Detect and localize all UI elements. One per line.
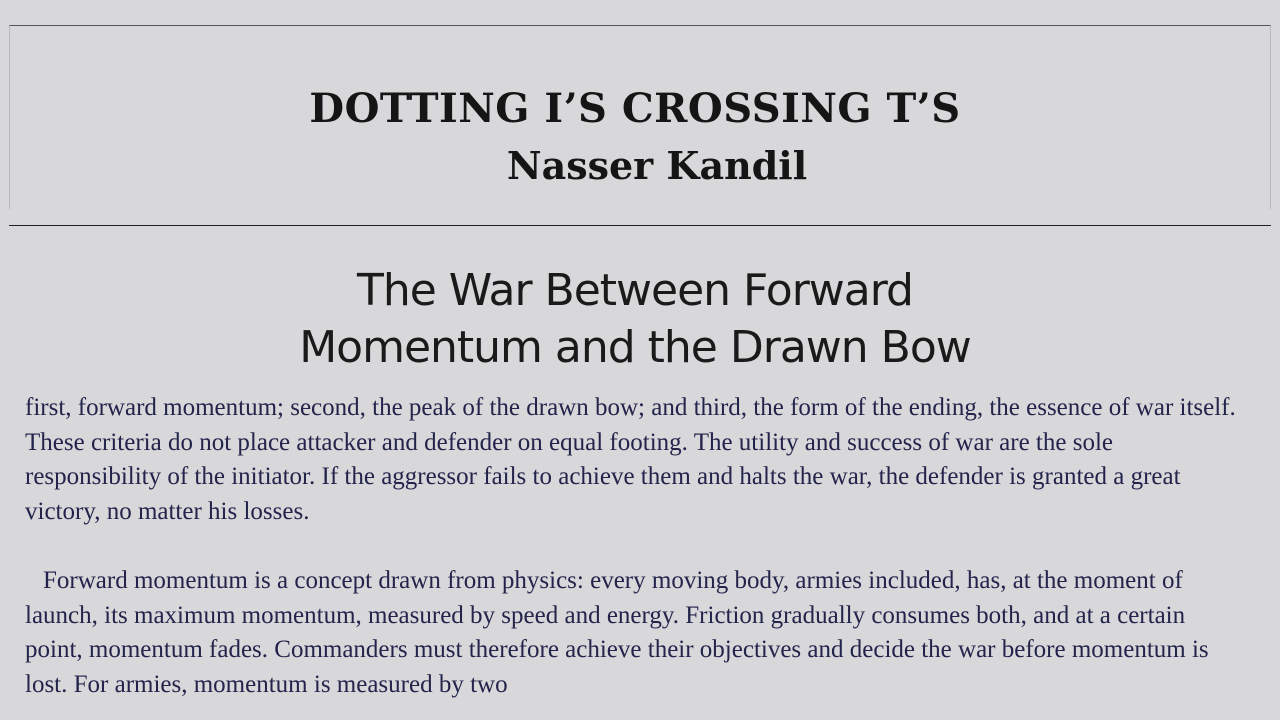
column-title: DOTTING I’S CROSSING T’S [309, 85, 961, 132]
author-name: Nasser Kandil [506, 143, 808, 188]
article-title-line-2: Momentum and the Drawn Bow [299, 322, 971, 373]
article-paragraph-1: first, forward momentum; second, the peak of the drawn bow; and third, the form of the ending, the essence of war itself. These criteria do not place attacker and defender on equal footing. The utility and success of war are the sole responsibility of the initiator. If the aggressor fails to achieve them and halts the war, the defender is granted a great victory, no matter his losses. [25, 394, 1236, 525]
article-title-line-1: The War Between Forward [356, 265, 913, 316]
masthead [9, 25, 1271, 209]
masthead-divider [9, 225, 1271, 226]
article-title [0, 262, 1270, 376]
article-paragraph-2: Forward momentum is a concept drawn from physics: every moving body, armies included, has, at the moment of launch, its maximum momentum, measured by speed and energy. Friction gradually consumes both, and at a certain point, momentum fades. Commanders must therefore achieve their objectives and decide the war before momentum is lost. For armies, momentum is measured by two [25, 567, 1209, 698]
